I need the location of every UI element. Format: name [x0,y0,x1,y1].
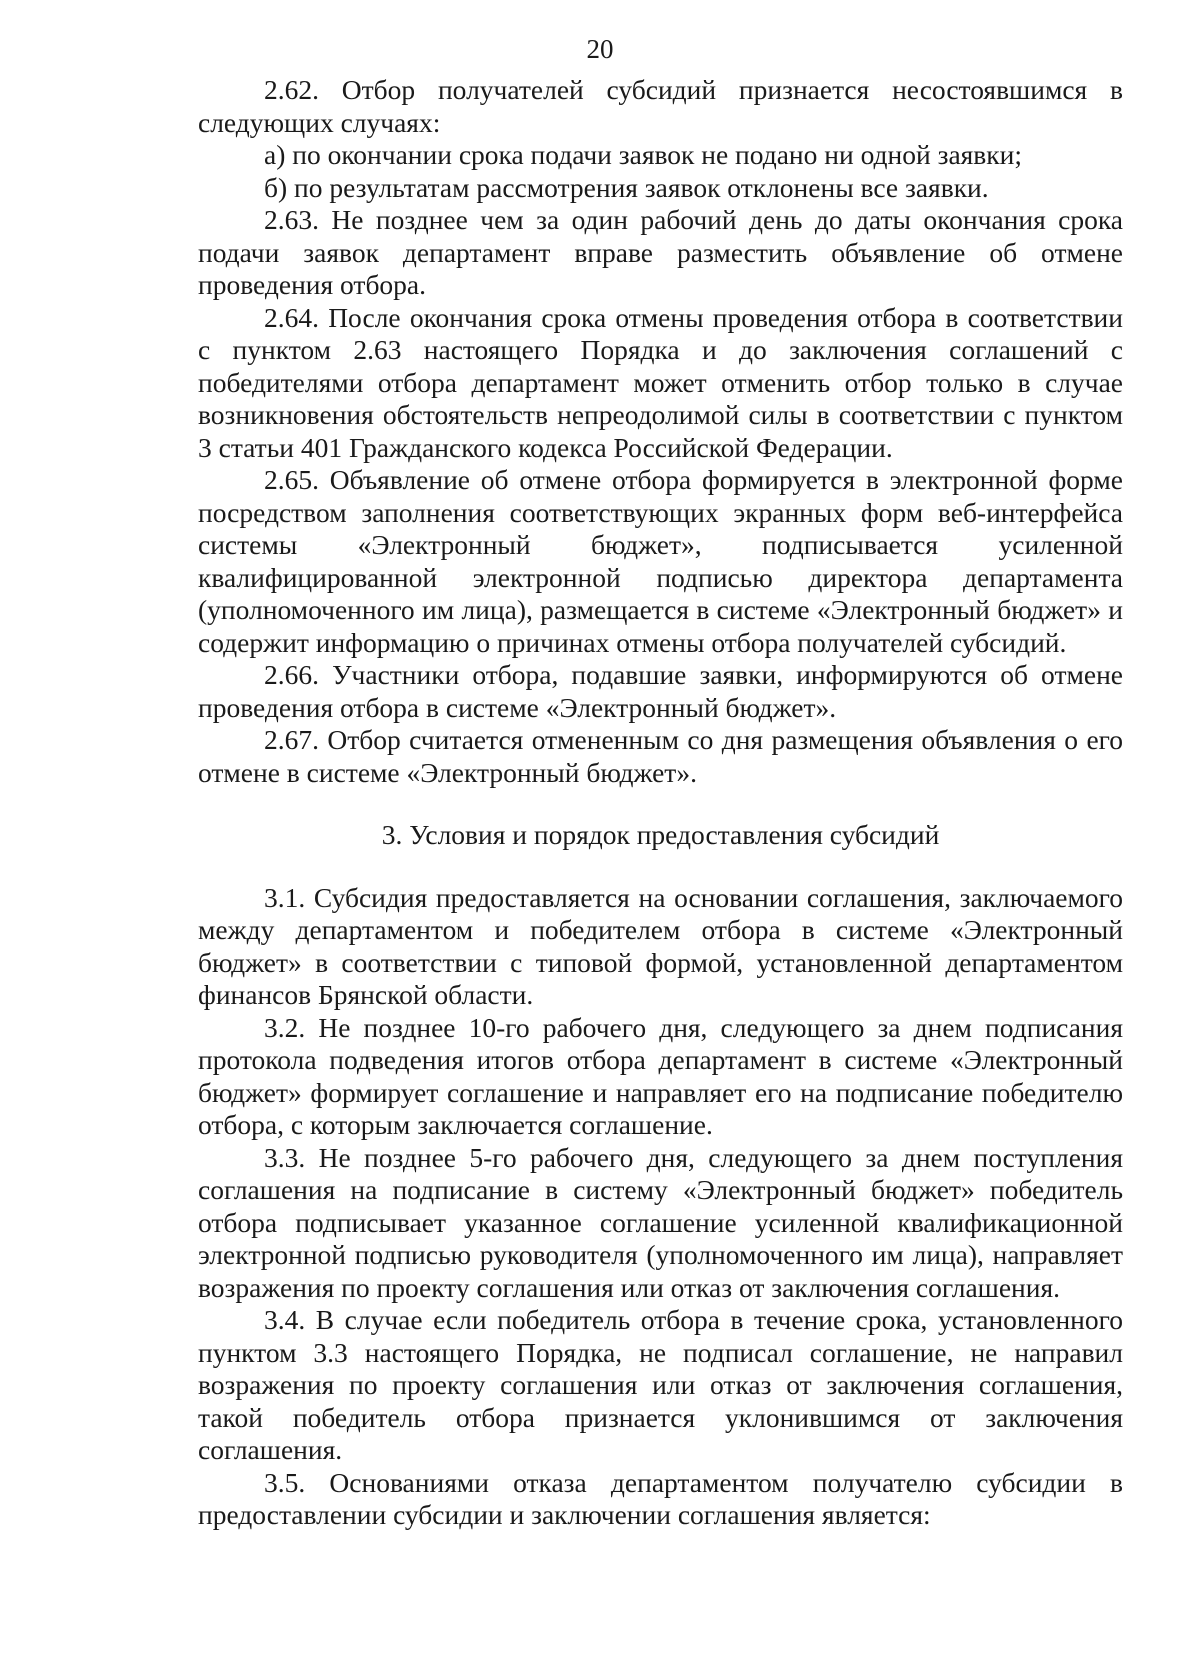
paragraph-2-65: 2.65. Объявление об отмене отбора формируется в электронной форме посредством заполнения соответствующих экранных форм веб-интерфейса системы «Электронный бюджет», подписывается усиленной квалифицированной электронной подписью директора департамента (уполномоченного им лица), размещается в системе «Электронный бюджет» и содержит информацию о причинах отмены отбора получателей субсидий. [198,464,1123,658]
paragraph-3-4: 3.4. В случае если победитель отбора в течение срока, установленного пунктом 3.3 настоящего Порядка, не подписал соглашение, не направил возражения по проекту соглашения или отказ от заключения соглашения, такой победитель отбора признается уклонившимся от заключения соглашения. [198,1304,1123,1465]
list-item-b: б) по результатам рассмотрения заявок отклонены все заявки. [264,171,989,203]
paragraph-2-67: 2.67. Отбор считается отмененным со дня размещения объявления о его отмене в системе «Электронный бюджет». [198,724,1123,788]
paragraph-2-64: 2.64. После окончания срока отмены проведения отбора в соответствии с пунктом 2.63 настоящего Порядка и до заключения соглашений с победителями отбора департамент может отменить отбор только в случае возникновения обстоятельств непреодолимой силы в соответствии с пунктом 3 статьи 401 Гражданского кодекса Российской Федерации. [198,301,1123,463]
page-number: 20 [586,34,614,64]
section-heading: 3. Условия и порядок предоставления субсидий [381,819,940,850]
paragraph-3-5: 3.5. Основаниями отказа департаментом получателю субсидии в предоставлении субсидии и заключении соглашения является: [198,1466,1123,1530]
paragraph-3-1: 3.1. Субсидия предоставляется на основании соглашения, заключаемого между департаментом и победителем отбора в системе «Электронный бюджет» в соответствии с типовой формой, установленной департаментом финансов Брянской области. [198,881,1123,1010]
document-body [198,74,1123,1532]
list-item-a: а) по окончании срока подачи заявок не подано ни одной заявки; [264,139,1022,170]
paragraph-2-66: 2.66. Участники отбора, подавшие заявки, информируются об отмене проведения отбора в системе «Электронный бюджет». [198,659,1123,723]
paragraph-2-62: 2.62. Отбор получателей субсидий признается несостоявшимся в следующих случаях: [198,74,1123,138]
paragraph-2-63: 2.63. Не позднее чем за один рабочий день до даты окончания срока подачи заявок департамент вправе разместить объявление об отмене проведения отбора. [198,204,1123,300]
paragraph-3-2: 3.2. Не позднее 10-го рабочего дня, следующего за днем подписания протокола подведения итогов отбора департамент в системе «Электронный бюджет» формирует соглашение и направляет его на подписание победителю отбора, с которым заключается соглашение. [198,1011,1123,1140]
paragraph-3-3: 3.3. Не позднее 5-го рабочего дня, следующего за днем поступления соглашения на подписание в систему «Электронный бюджет» победитель отбора подписывает указанное соглашение усиленной квалификационной электронной подписью руководителя (уполномоченного им лица), направляет возражения по проекту соглашения или отказ от заключения соглашения. [198,1141,1123,1303]
